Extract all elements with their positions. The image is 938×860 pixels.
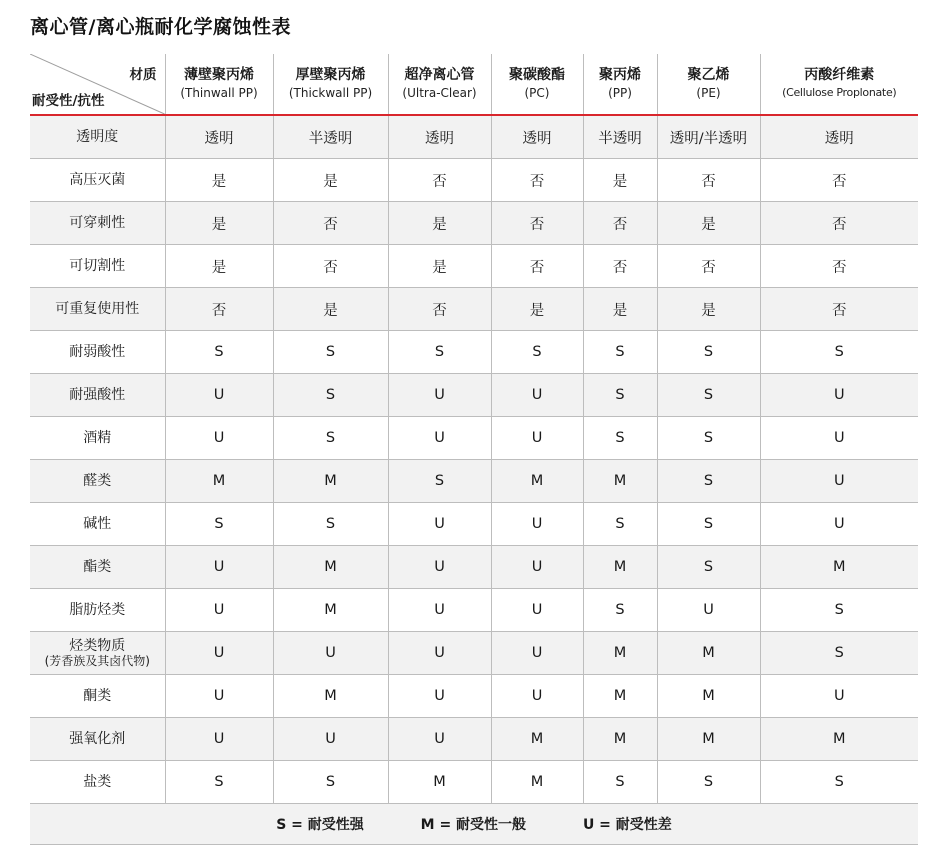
table-cell: 否 (491, 202, 583, 245)
table-cell: M (491, 460, 583, 503)
row-label (30, 460, 165, 503)
table-cell: S (657, 331, 760, 374)
table-cell: 是 (165, 202, 273, 245)
column-header-subtitle: (Thinwall PP) (180, 86, 258, 100)
row-label-text: 醛类 (83, 473, 112, 489)
table-cell: 是 (273, 288, 388, 331)
table-cell: U (760, 374, 918, 417)
table-cell: M (583, 460, 657, 503)
table-cell: S (657, 761, 760, 804)
table-cell: 透明/半透明 (657, 115, 760, 159)
table-cell: S (273, 374, 388, 417)
table-row (30, 288, 918, 331)
table-cell: S (273, 503, 388, 546)
row-label (30, 417, 165, 460)
table-cell: S (165, 503, 273, 546)
row-label (30, 331, 165, 374)
table-cell: S (760, 632, 918, 675)
table-cell: 否 (491, 245, 583, 288)
row-label-text: 耐弱酸性 (69, 344, 126, 360)
row-label (30, 245, 165, 288)
table-cell: M (491, 718, 583, 761)
table-cell: S (583, 761, 657, 804)
table-cell: U (165, 675, 273, 718)
table-row (30, 503, 918, 546)
row-label (30, 632, 165, 675)
table-row (30, 374, 918, 417)
row-label-text: 酒精 (83, 430, 112, 446)
table-cell: M (583, 718, 657, 761)
table-cell: M (760, 718, 918, 761)
column-header-subtitle: (PP) (608, 86, 632, 100)
table-cell: 是 (657, 288, 760, 331)
row-label (30, 761, 165, 804)
table-cell: U (760, 460, 918, 503)
chemical-resistance-table (30, 54, 918, 845)
row-label (30, 503, 165, 546)
column-header (388, 54, 491, 115)
table-cell: S (273, 331, 388, 374)
table-cell: U (491, 503, 583, 546)
table-cell: M (760, 546, 918, 589)
legend-poor: U = 耐受性差 (582, 817, 672, 833)
header-row (30, 54, 918, 115)
table-row (30, 632, 918, 675)
table-cell: S (273, 761, 388, 804)
column-header (583, 54, 657, 115)
table-cell: 是 (491, 288, 583, 331)
row-label (30, 288, 165, 331)
row-label (30, 202, 165, 245)
column-header (760, 54, 918, 115)
table-cell: S (657, 546, 760, 589)
column-header-name: 丙酸纤维素 (804, 67, 875, 83)
row-label-text: 耐强酸性 (69, 387, 126, 403)
table-cell: U (388, 718, 491, 761)
table-cell: S (165, 761, 273, 804)
table-cell: S (583, 589, 657, 632)
table-cell: U (165, 632, 273, 675)
table-cell: M (657, 632, 760, 675)
table-cell: U (165, 718, 273, 761)
legend-cell (30, 804, 918, 845)
column-header (165, 54, 273, 115)
table-cell: U (760, 417, 918, 460)
table-cell: M (657, 718, 760, 761)
column-header-name: 聚乙烯 (687, 67, 730, 83)
row-label-text: 可穿刺性 (69, 215, 126, 231)
table-cell: S (583, 374, 657, 417)
table-cell: S (583, 503, 657, 546)
table-cell: U (760, 675, 918, 718)
table-cell: M (657, 675, 760, 718)
table-cell: S (388, 331, 491, 374)
table-cell: 否 (760, 245, 918, 288)
legend-strong: S = 耐受性强 (276, 817, 364, 833)
table-cell: U (657, 589, 760, 632)
table-cell: 是 (273, 159, 388, 202)
table-cell: U (388, 632, 491, 675)
table-row (30, 245, 918, 288)
table-cell: 否 (657, 159, 760, 202)
table-cell: M (273, 546, 388, 589)
table-cell: S (760, 761, 918, 804)
row-label-text: 透明度 (76, 129, 119, 145)
row-label (30, 546, 165, 589)
table-cell: U (491, 417, 583, 460)
row-label-subtitle: (芳香族及其卤代物) (44, 654, 150, 668)
column-header-subtitle: (PC) (524, 86, 550, 100)
table-cell: U (491, 546, 583, 589)
column-header-subtitle: (Ultra-Clear) (402, 86, 477, 100)
row-label-text: 烃类物质 (69, 638, 126, 654)
table-cell: 是 (165, 159, 273, 202)
row-label-text: 脂肪烃类 (69, 602, 126, 618)
table-cell: U (388, 503, 491, 546)
table-cell: M (388, 761, 491, 804)
table-cell: M (491, 761, 583, 804)
table-cell: 否 (273, 202, 388, 245)
table-cell: 否 (388, 159, 491, 202)
row-label-text: 盐类 (83, 774, 112, 790)
table-cell: S (760, 331, 918, 374)
table-cell: 是 (165, 245, 273, 288)
column-header-name: 厚壁聚丙烯 (295, 67, 366, 83)
column-header (491, 54, 583, 115)
table-cell: S (657, 374, 760, 417)
row-label-text: 碱性 (83, 516, 112, 532)
table-cell: 是 (657, 202, 760, 245)
table-cell: S (273, 417, 388, 460)
table-row (30, 115, 918, 159)
table-cell: U (388, 417, 491, 460)
table-cell: 否 (583, 202, 657, 245)
table-cell: 透明 (760, 115, 918, 159)
column-header-subtitle: (Cellulose Proplonate) (782, 86, 897, 99)
table-cell: M (273, 460, 388, 503)
table-cell: M (583, 675, 657, 718)
table-cell: 透明 (165, 115, 273, 159)
legend-row (30, 804, 918, 845)
table-cell: 否 (760, 288, 918, 331)
row-label-text: 可切割性 (69, 258, 126, 274)
table-row (30, 417, 918, 460)
row-label-text: 可重复使用性 (55, 301, 140, 317)
table-row (30, 460, 918, 503)
table-row (30, 159, 918, 202)
table-cell: U (165, 589, 273, 632)
corner-header-cell (30, 54, 165, 115)
table-cell: M (273, 589, 388, 632)
table-cell: M (583, 632, 657, 675)
page-title: 离心管/离心瓶耐化学腐蚀性表 (30, 16, 291, 38)
table-cell: U (491, 675, 583, 718)
table-cell: 否 (388, 288, 491, 331)
table-cell: U (491, 632, 583, 675)
row-label (30, 374, 165, 417)
column-header (657, 54, 760, 115)
row-label (30, 589, 165, 632)
column-header-subtitle: (Thickwall PP) (288, 86, 373, 100)
column-header-name: 超净离心管 (404, 67, 475, 83)
table-cell: 否 (657, 245, 760, 288)
table-cell: U (388, 589, 491, 632)
column-header-name: 薄壁聚丙烯 (184, 67, 254, 83)
column-header (273, 54, 388, 115)
table-cell: M (165, 460, 273, 503)
table-cell: 否 (165, 288, 273, 331)
table-cell: M (583, 546, 657, 589)
column-header-name: 聚碳酸酯 (509, 67, 565, 83)
table-cell: M (273, 675, 388, 718)
table-cell: U (388, 546, 491, 589)
table-cell: 否 (583, 245, 657, 288)
table-cell: 半透明 (583, 115, 657, 159)
table-cell: 透明 (491, 115, 583, 159)
table-cell: S (657, 503, 760, 546)
table-row (30, 761, 918, 804)
table-cell: S (388, 460, 491, 503)
table-cell: 是 (583, 159, 657, 202)
column-header-name: 聚丙烯 (599, 67, 641, 83)
table-row (30, 675, 918, 718)
table-cell: S (165, 331, 273, 374)
table-cell: U (273, 718, 388, 761)
column-header-subtitle: (PE) (696, 86, 721, 100)
row-label (30, 718, 165, 761)
table-row (30, 331, 918, 374)
table-cell: U (165, 417, 273, 460)
table-row (30, 589, 918, 632)
table-cell: 透明 (388, 115, 491, 159)
row-label-text: 高压灭菌 (69, 172, 126, 188)
row-label-text: 强氧化剂 (69, 731, 126, 747)
table-cell: U (165, 374, 273, 417)
corner-resistance-label: 耐受性/抗性 (32, 93, 105, 109)
table-cell: S (491, 331, 583, 374)
table-body (30, 115, 918, 804)
table-cell: S (657, 417, 760, 460)
table-cell: S (583, 417, 657, 460)
table-cell: 否 (491, 159, 583, 202)
table-cell: U (760, 503, 918, 546)
table-cell: S (583, 331, 657, 374)
row-label-text: 酯类 (83, 559, 112, 575)
legend-moderate: M = 耐受性一般 (420, 817, 527, 833)
row-label (30, 159, 165, 202)
row-label-text: 酮类 (83, 688, 112, 704)
table-cell: S (760, 589, 918, 632)
table-cell: U (491, 374, 583, 417)
table-cell: U (273, 632, 388, 675)
row-label (30, 675, 165, 718)
table-cell: 是 (388, 202, 491, 245)
table-row (30, 202, 918, 245)
table-row (30, 546, 918, 589)
table-cell: U (165, 546, 273, 589)
corner-material-label: 材质 (129, 67, 157, 83)
table-cell: 是 (388, 245, 491, 288)
table-cell: 是 (583, 288, 657, 331)
table-cell: 否 (273, 245, 388, 288)
table-cell: S (657, 460, 760, 503)
row-label (30, 115, 165, 159)
table-cell: 否 (760, 159, 918, 202)
table-row (30, 718, 918, 761)
table-cell: 半透明 (273, 115, 388, 159)
table-cell: U (491, 589, 583, 632)
table-cell: 否 (760, 202, 918, 245)
table-cell: U (388, 374, 491, 417)
table-cell: U (388, 675, 491, 718)
